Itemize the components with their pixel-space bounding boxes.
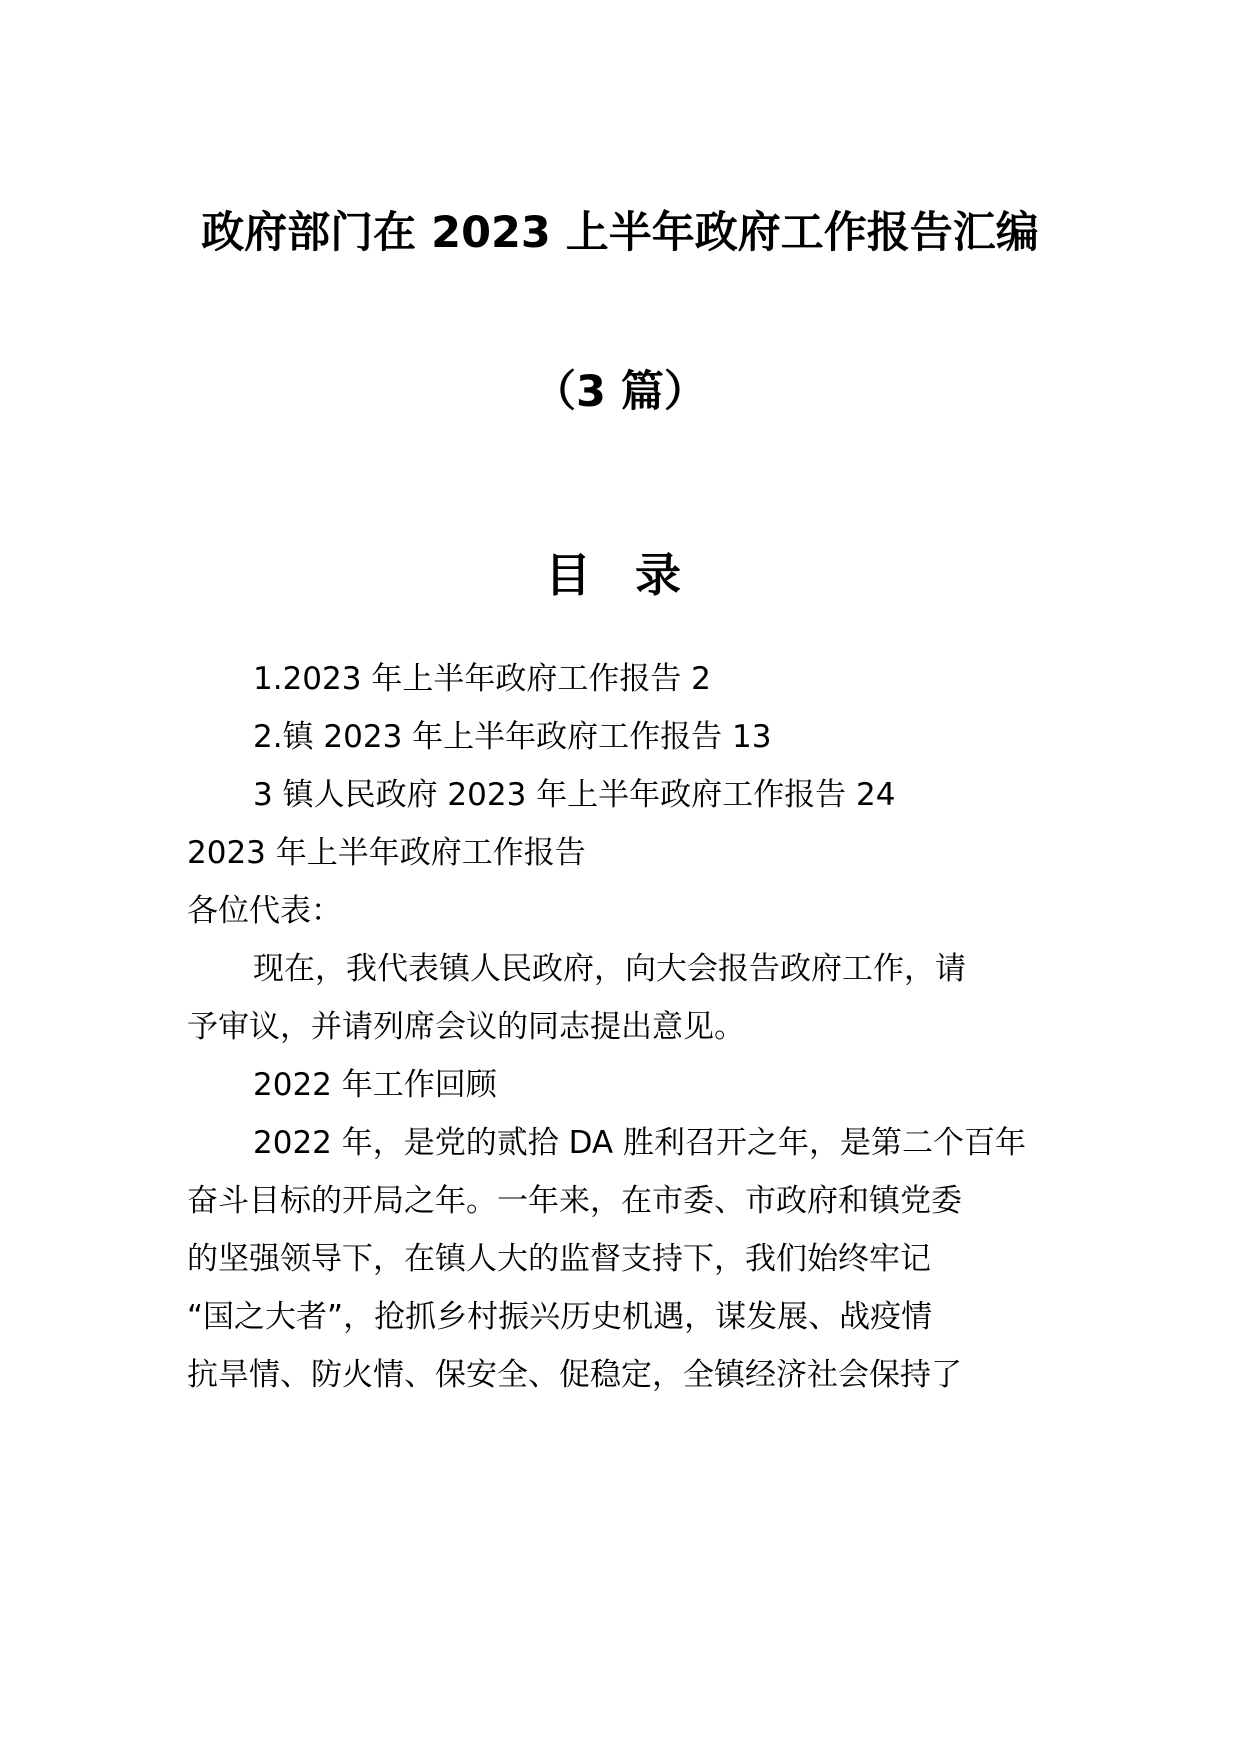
body-line: 2022 年，是党的贰拾 DA 胜利召开之年，是第二个百年	[253, 1125, 1026, 1161]
toc-item: 1.2023 年上半年政府工作报告 2	[253, 661, 711, 697]
body-line: 现在，我代表镇人民政府，向大会报告政府工作，请	[253, 951, 966, 987]
body-line: 奋斗目标的开局之年。一年来，在市委、市政府和镇党委	[187, 1183, 962, 1219]
toc-item: 2.镇 2023 年上半年政府工作报告 13	[253, 719, 772, 755]
salutation: 各位代表：	[187, 893, 342, 929]
body-line: 抗旱情、防火情、保安全、促稳定，全镇经济社会保持了	[187, 1357, 962, 1393]
body-line: 的坚强领导下，在镇人大的监督支持下，我们始终牢记	[187, 1241, 931, 1277]
toc-heading: 目 录	[544, 548, 695, 602]
section-title: 2023 年上半年政府工作报告	[187, 835, 586, 871]
body-line: 予审议，并请列席会议的同志提出意见。	[187, 1009, 745, 1045]
document-subtitle: （3 篇）	[533, 367, 707, 417]
document-title: 政府部门在 2023 上半年政府工作报告汇编	[201, 208, 1039, 258]
section-heading: 2022 年工作回顾	[253, 1067, 497, 1103]
body-line: “国之大者”，抢抓乡村振兴历史机遇，谋发展、战疫情	[187, 1299, 933, 1335]
toc-item: 3 镇人民政府 2023 年上半年政府工作报告 24	[253, 777, 896, 813]
